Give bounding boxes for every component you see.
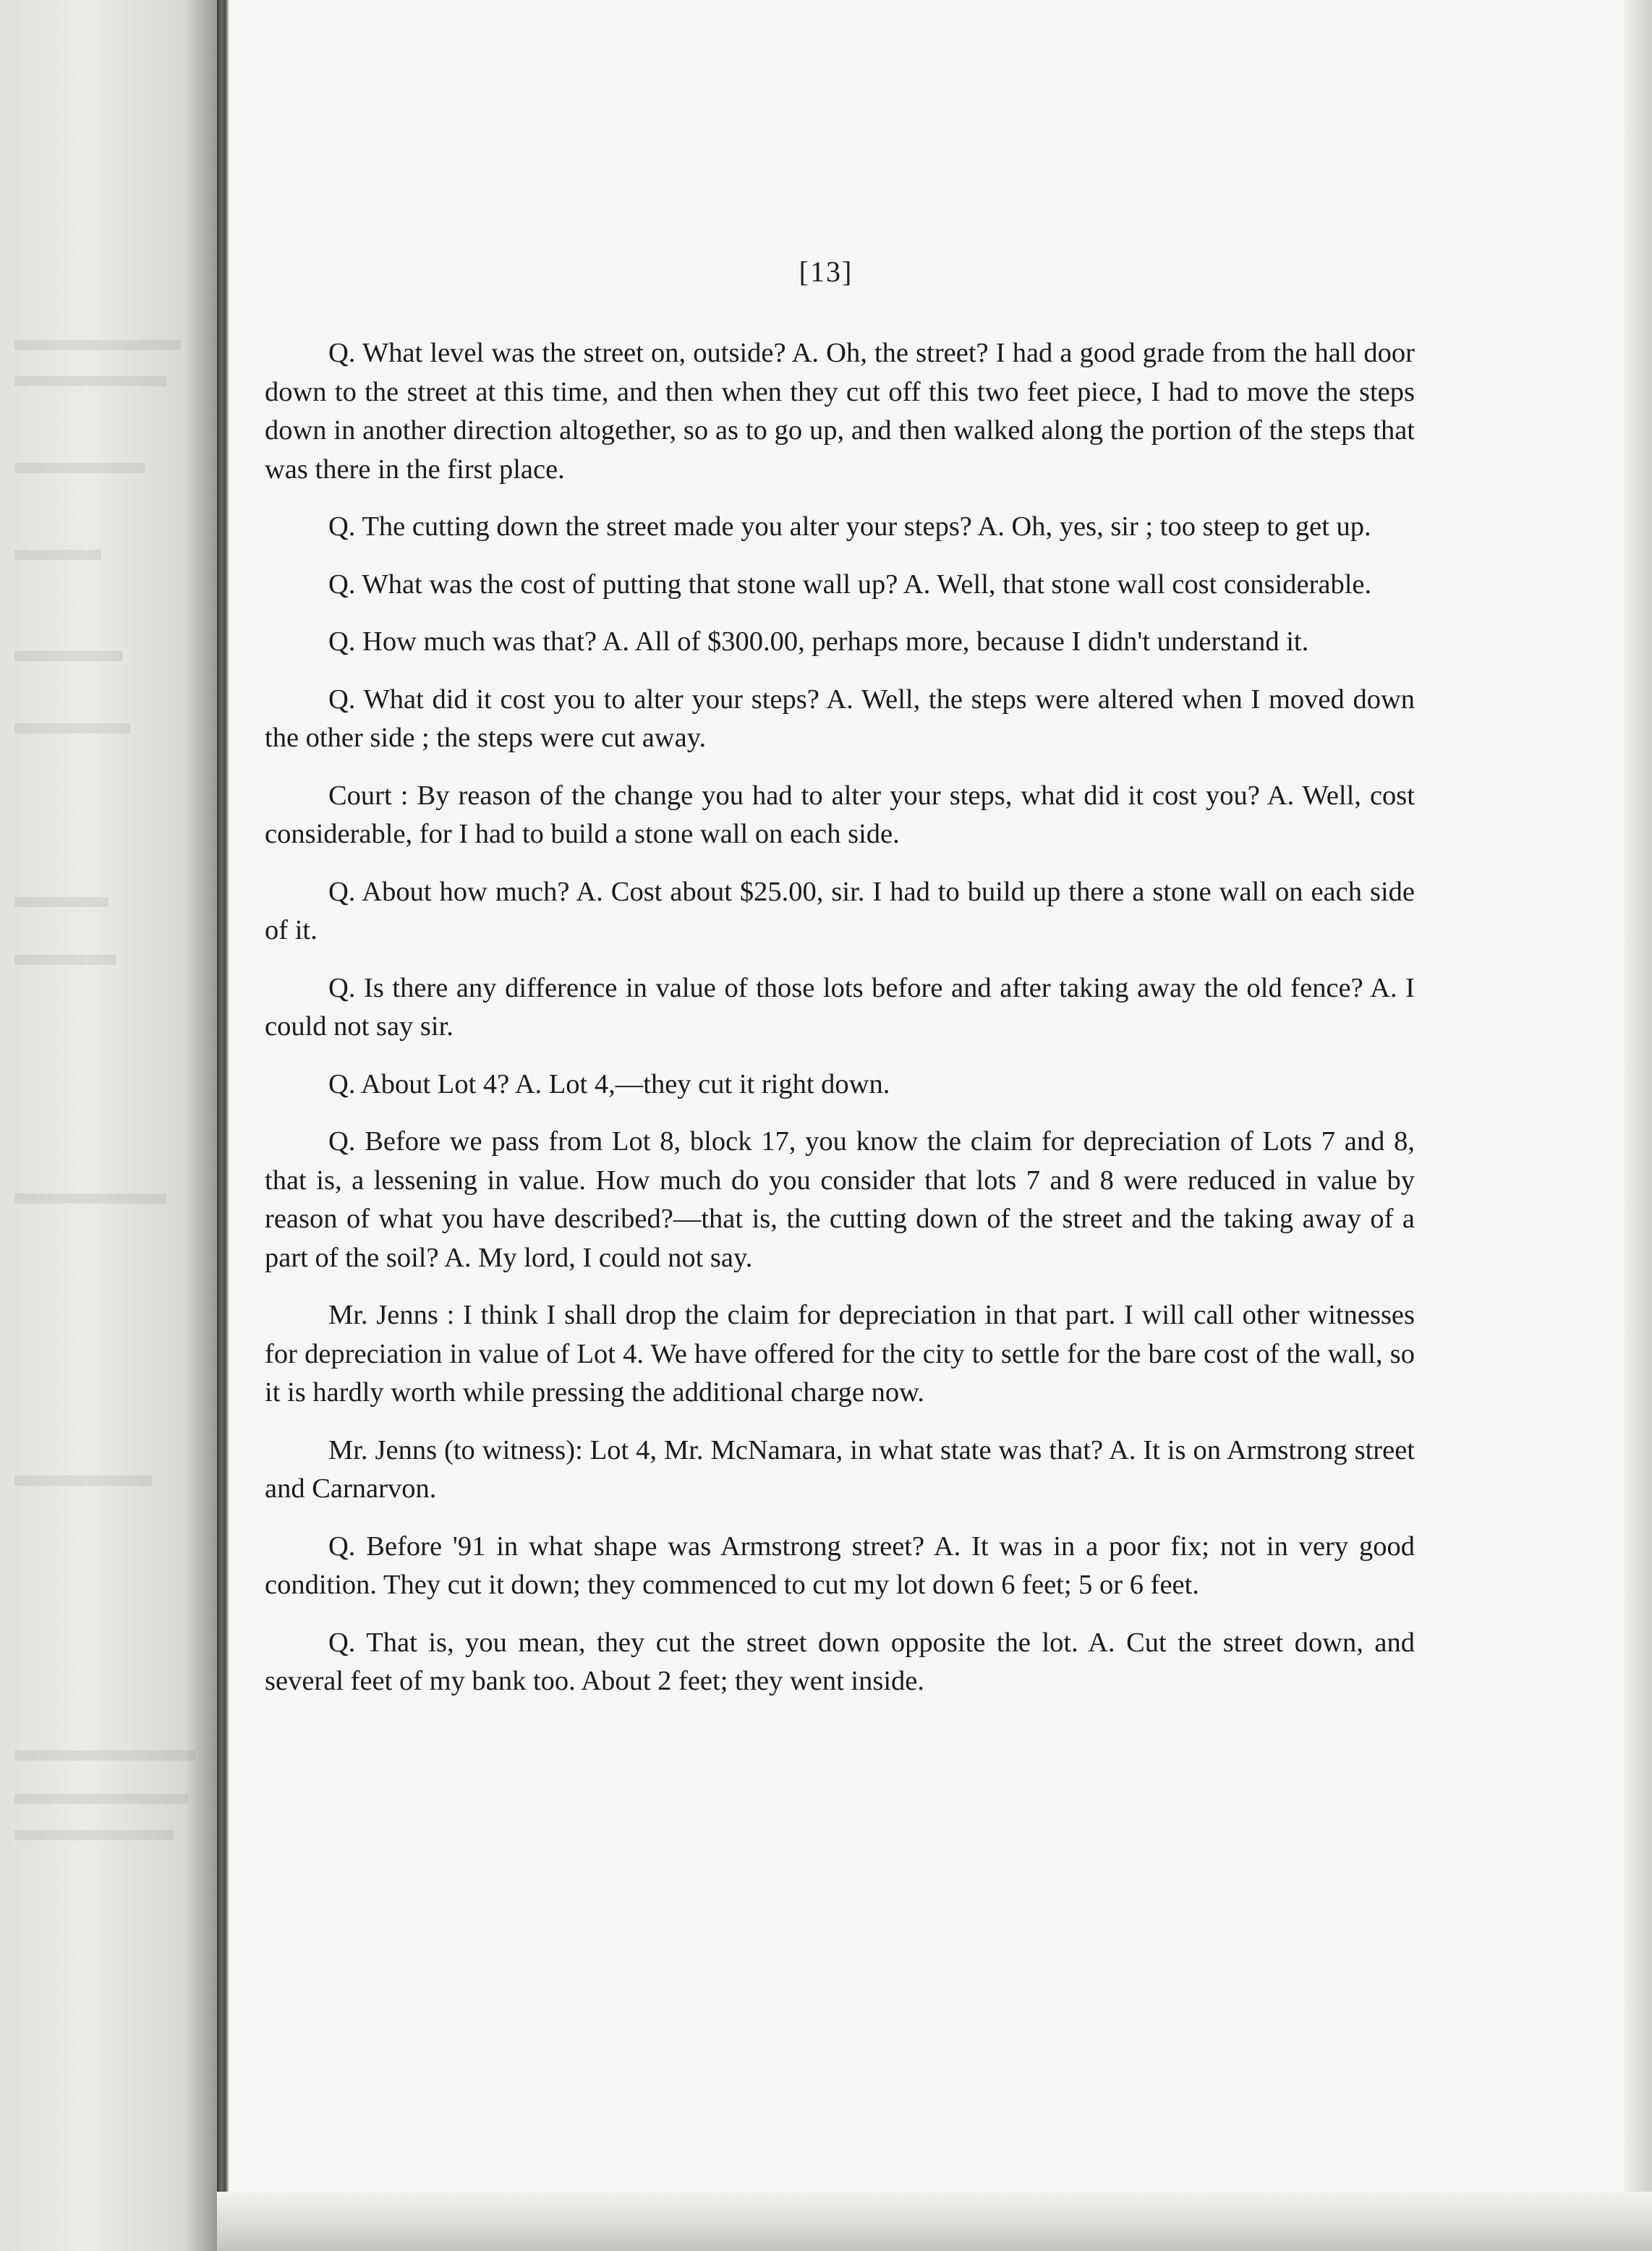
binding-gutter: [217, 0, 229, 2251]
paragraph: Q. What level was the street on, outside? A. Oh, the street? I had a good grade from the hall door down to the street at this time, and then when they cut off this two feet piece, I had to move the steps down in another direction altogether, so as to go up, and then walked along the portion of the steps that was there in the first place.: [265, 338, 1415, 485]
paragraph: Q. How much was that? A. All of $300.00, perhaps more, because I didn't understand it.: [328, 626, 1309, 657]
page-number: [13]: [799, 255, 853, 288]
paragraph: Q. Before '91 in what shape was Armstrong street? A. It was in a poor fix; not in very good condition. They cut it down; they commenced to cut my lot down 6 feet; 5 or 6 feet.: [265, 1531, 1415, 1600]
paragraph: Q. What was the cost of putting that stone wall up? A. Well, that stone wall cost considerable.: [328, 569, 1372, 600]
paragraph: Q. What did it cost you to alter your steps? A. Well, the steps were altered when I moved down the other side ; the steps were cut away.: [265, 684, 1415, 753]
adjoining-page-edge: [0, 0, 217, 2251]
paragraph: Q. Is there any difference in value of those lots before and after taking away the old fence? A. I could not say sir.: [265, 972, 1415, 1042]
paragraph: Mr. Jenns (to witness): Lot 4, Mr. McNamara, in what state was that? A. It is on Armstrong street and Carnarvon.: [265, 1434, 1415, 1504]
paragraph: Q. Before we pass from Lot 8, block 17, you know the claim for depreciation of Lots 7 and 8, that is, a lessening in value. How much do you consider that lots 7 and 8 were reduced in value by reason of what you have described?—that is, the cutting down of the street and the taking away of a part of the soil? A. My lord, I could not say.: [265, 1126, 1415, 1273]
paragraph: Q. The cutting down the street made you alter your steps? A. Oh, yes, sir ; too steep to get up.: [328, 511, 1371, 542]
paragraph: Q. About Lot 4? A. Lot 4,—they cut it right down.: [328, 1068, 890, 1099]
paragraph: Court : By reason of the change you had to alter your steps, what did it cost you? A. Well, cost considerable, for I had to build a stone wall on each side.: [265, 780, 1415, 849]
paragraph: Q. That is, you mean, they cut the street down opposite the lot. A. Cut the street down, and several feet of my bank too. About 2 feet; they went inside.: [265, 1627, 1415, 1696]
paragraph: Q. About how much? A. Cost about $25.00, sir. I had to build up there a stone wall on each side of it.: [265, 876, 1415, 945]
paragraph: Mr. Jenns : I think I shall drop the claim for depreciation in that part. I will call other witnesses for depreciation in value of Lot 4. We have offered for the city to settle for the bare cost of the wall, so it is hardly worth while pressing the additional charge now.: [265, 1300, 1415, 1408]
bottom-page-edge: [217, 2192, 1652, 2251]
right-page-edge: [1625, 0, 1652, 2251]
transcript-body: [265, 334, 1415, 1701]
